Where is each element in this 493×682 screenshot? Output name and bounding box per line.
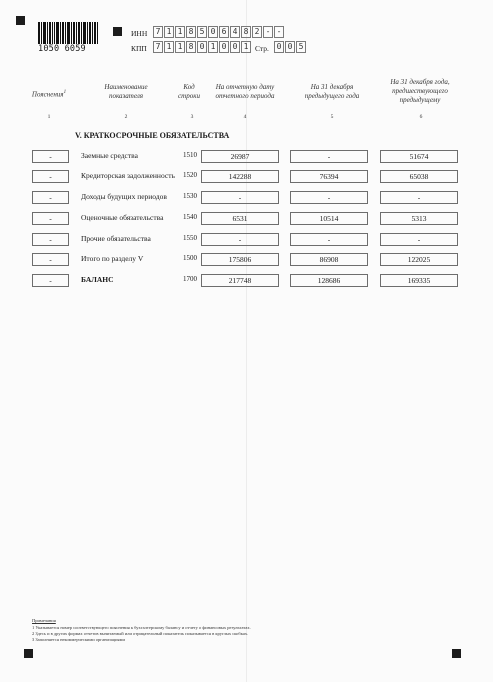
table-row (0, 150, 493, 164)
inn-digit: 8 (186, 26, 196, 38)
inn-digit: 2 (252, 26, 262, 38)
col-header-current: На отчетную дату отчетного периода (215, 83, 275, 100)
corner-marker-bottom-right (452, 649, 461, 658)
row-name: Прочие обязательства (81, 234, 151, 243)
inn-digit: 8 (241, 26, 251, 38)
inn-digit: 0 (208, 26, 218, 38)
kpp-digit: 0 (197, 41, 207, 53)
inn-digit: 6 (219, 26, 229, 38)
table-row (0, 191, 493, 205)
barcode-number: 1050 6059 (38, 44, 86, 54)
col-header-prevprev: На 31 декабря года, предшествующего предыдущему (390, 78, 450, 104)
inn-digit: 5 (197, 26, 207, 38)
page-digit: 5 (296, 41, 306, 53)
inn-cells (153, 26, 285, 38)
value-prevprev: 169335 (380, 274, 458, 287)
kpp-digit: 1 (175, 41, 185, 53)
footnote-item: 1 Указывается номер соответствующего пояснения к бухгалтерскому балансу и отчету о финансовых результатах. (32, 625, 251, 630)
note-cell: - (32, 212, 69, 225)
value-prev: - (290, 233, 368, 246)
value-prev: 86908 (290, 253, 368, 266)
row-name: Кредиторская задолженность (81, 171, 175, 180)
page-digit: 0 (274, 41, 284, 53)
value-current: 26987 (201, 150, 279, 163)
value-current: - (201, 233, 279, 246)
kpp-digit: 7 (153, 41, 163, 53)
table-row (0, 212, 493, 226)
row-name: Итого по разделу V (81, 254, 144, 263)
kpp-cells (153, 41, 252, 53)
inn-digit: - (274, 26, 284, 38)
value-current: - (201, 191, 279, 204)
value-prevprev: 122025 (380, 253, 458, 266)
value-prev: 76394 (290, 170, 368, 183)
table-row-balance (0, 274, 493, 288)
kpp-digit: 1 (241, 41, 251, 53)
page-digit: 0 (285, 41, 295, 53)
col-number: 6 (419, 114, 423, 120)
value-current: 142288 (201, 170, 279, 183)
row-name: БАЛАНС (81, 275, 114, 284)
value-current: 217748 (201, 274, 279, 287)
footnote-item: 2 Здесь и в других формах отчетов вычитаемый или отрицательный показатель показывается в круглых скобках. (32, 631, 249, 636)
note-cell: - (32, 233, 69, 246)
col-header-prev: На 31 декабря предыдущего года (304, 83, 360, 100)
footnotes-title: Примечания (32, 618, 56, 623)
row-code: 1700 (183, 275, 197, 283)
note-cell: - (32, 150, 69, 163)
note-cell: - (32, 191, 69, 204)
row-name: Оценочные обязательства (81, 213, 164, 222)
page-cells (274, 41, 307, 53)
page-label: Стр. (255, 44, 269, 53)
table-row (0, 170, 493, 184)
col-header-notes-sup: 1 (63, 90, 67, 95)
inn-digit: 7 (153, 26, 163, 38)
note-cell: - (32, 253, 69, 266)
kpp-digit: 1 (208, 41, 218, 53)
value-prev: - (290, 191, 368, 204)
value-prevprev: 51674 (380, 150, 458, 163)
col-header-name: Наименование показателя (104, 83, 148, 100)
inn-digit: 1 (175, 26, 185, 38)
row-code: 1520 (183, 171, 197, 179)
kpp-digit: 1 (164, 41, 174, 53)
note-cell: - (32, 274, 69, 287)
kpp-digit: 8 (186, 41, 196, 53)
inn-digit: 4 (230, 26, 240, 38)
note-cell: - (32, 170, 69, 183)
value-prevprev: - (380, 191, 458, 204)
inn-digit: - (263, 26, 273, 38)
value-prev: 128686 (290, 274, 368, 287)
col-header-code: Код строки (178, 83, 200, 100)
value-prev: - (290, 150, 368, 163)
col-number: 1 (47, 114, 51, 120)
row-code: 1550 (183, 234, 197, 242)
corner-marker-bottom-left (24, 649, 33, 658)
row-code: 1510 (183, 151, 197, 159)
value-prevprev: 65038 (380, 170, 458, 183)
col-number: 3 (190, 114, 194, 120)
row-name: Доходы будущих периодов (81, 192, 167, 201)
value-current: 175806 (201, 253, 279, 266)
col-number: 4 (243, 114, 247, 120)
corner-marker-top-left (16, 16, 25, 25)
kpp-digit: 0 (230, 41, 240, 53)
col-number: 2 (124, 114, 128, 120)
inn-digit: 1 (164, 26, 174, 38)
value-prev: 10514 (290, 212, 368, 225)
barcode-icon (38, 22, 98, 44)
table-row-total (0, 253, 493, 267)
corner-marker-header (113, 27, 122, 36)
footnotes (32, 618, 251, 643)
col-header-notes (24, 88, 74, 99)
row-code: 1540 (183, 213, 197, 221)
fold-line (246, 0, 247, 682)
col-number: 5 (330, 114, 334, 120)
footnote-item: 3 Заполняется некоммерческими организациями (32, 637, 125, 642)
section-title: V. КРАТКОСРОЧНЫЕ ОБЯЗАТЕЛЬСТВА (75, 131, 230, 140)
kpp-digit: 0 (219, 41, 229, 53)
row-code: 1530 (183, 192, 197, 200)
inn-label: ИНН (131, 29, 148, 38)
value-prevprev: 5313 (380, 212, 458, 225)
value-current: 6531 (201, 212, 279, 225)
kpp-label: КПП (131, 44, 147, 53)
col-header-notes-text: Пояснения (31, 90, 64, 99)
table-row (0, 233, 493, 247)
row-code: 1500 (183, 254, 197, 262)
row-name: Заемные средства (81, 151, 138, 160)
value-prevprev: - (380, 233, 458, 246)
